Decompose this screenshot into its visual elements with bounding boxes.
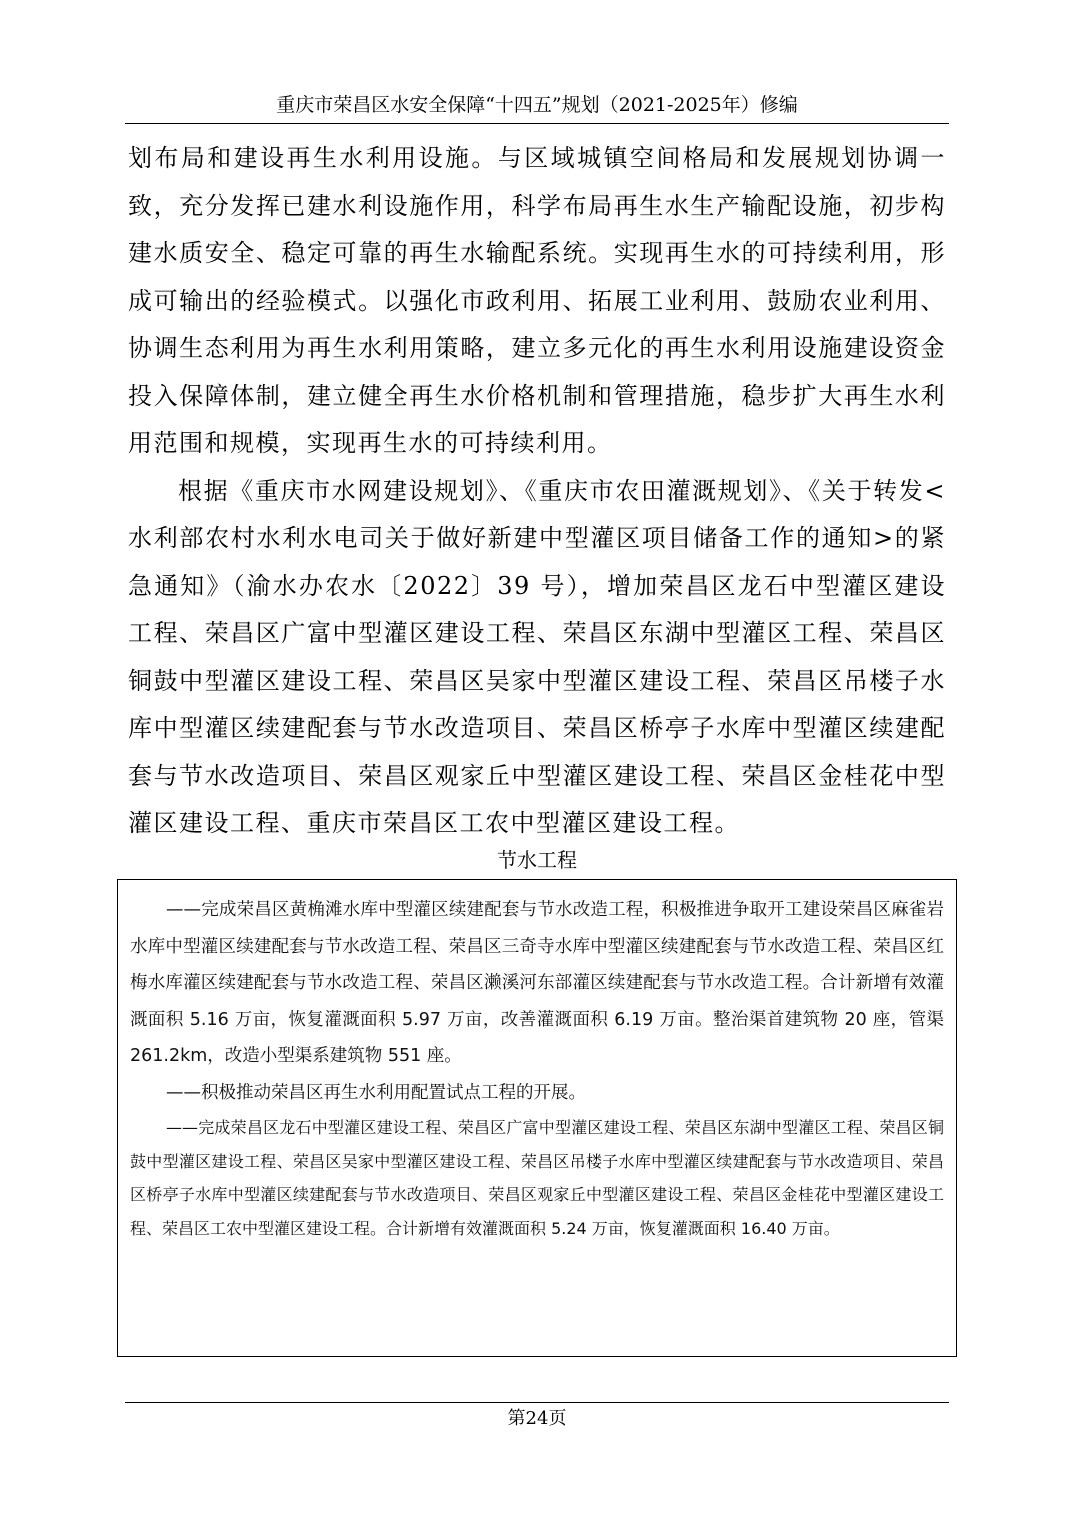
page-number: 第24页 bbox=[507, 1408, 567, 1429]
body-paragraph: 划布局和建设再生水利用设施。与区域城镇空间格局和发展规划协调一致，充分发挥已建水利设施作用，科学布局再生水生产输配设施，初步构建水质安全、稳定可靠的再生水输配系统。实现再生水的可持续利用，形成可输出的经验模式。以强化市政利用、拓展工业利用、鼓励农业利用、协调生态利用为再生水利用策略，建立多元化的再生水利用设施建设资金投入保障体制，建立健全再生水价格机制和管理措施，稳步扩大再生水利用范围和规模，实现再生水的可持续利用。 bbox=[128, 144, 946, 457]
box-item: ——完成荣昌区黄桷滩水库中型灌区续建配套与节水改造工程，积极推进争取开工建设荣昌区麻雀岩水库中型灌区续建配套与节水改造工程、荣昌区三奇寺水库中型灌区续建配套与节水改造工程、荣昌区红梅水库灌区续建配套与节水改造工程、荣昌区濑溪河东部灌区续建配套与节水改造工程。合计新增有效灌溉面积 5.16 万亩，恢复灌溉面积 5.97 万亩，改善灌溉面积 6.19 万亩。整治渠首建筑物 20 座，管渠 261.2km，改造小型渠系建筑物 551 座。 bbox=[130, 900, 944, 1066]
footer-divider bbox=[125, 1402, 949, 1403]
box-item: ——完成荣昌区龙石中型灌区建设工程、荣昌区广富中型灌区建设工程、荣昌区东湖中型灌区工程、荣昌区铜鼓中型灌区建设工程、荣昌区吴家中型灌区建设工程、荣昌区吊楼子水库中型灌区续建配套与节水改造项目、荣昌区桥亭子水库中型灌区续建配套与节水改造项目、荣昌区观家丘中型灌区建设工程、荣昌区金桂花中型灌区建设工程、荣昌区工农中型灌区建设工程。合计新增有效灌溉面积 5.24 万亩，恢复灌溉面积 16.40 万亩。 bbox=[130, 1118, 944, 1238]
page-header-title: 重庆市荣昌区水安全保障“十四五”规划（2021-2025年）修编 bbox=[276, 94, 798, 116]
water-saving-projects-box bbox=[117, 879, 957, 1357]
box-item: ——积极推动荣昌区再生水利用配置试点工程的开展。 bbox=[166, 1082, 586, 1103]
body-text bbox=[128, 135, 946, 848]
box-title: 节水工程 bbox=[497, 848, 577, 872]
header-divider bbox=[125, 123, 949, 124]
body-paragraph: 根据《重庆市水网建设规划》、《重庆市农田灌溉规划》、《关于转发<水利部农村水利水电司关于做好新建中型灌区项目储备工作的通知>的紧急通知》（渝水办农水〔2022〕39 号），增加荣昌区龙石中型灌区建设工程、荣昌区广富中型灌区建设工程、荣昌区东湖中型灌区工程、荣昌区铜鼓中型灌区建设工程、荣昌区吴家中型灌区建设工程、荣昌区吊楼子水库中型灌区续建配套与节水改造项目、荣昌区桥亭子水库中型灌区续建配套与节水改造项目、荣昌区观家丘中型灌区建设工程、荣昌区金桂花中型灌区建设工程、重庆市荣昌区工农中型灌区建设工程。 bbox=[128, 476, 946, 837]
